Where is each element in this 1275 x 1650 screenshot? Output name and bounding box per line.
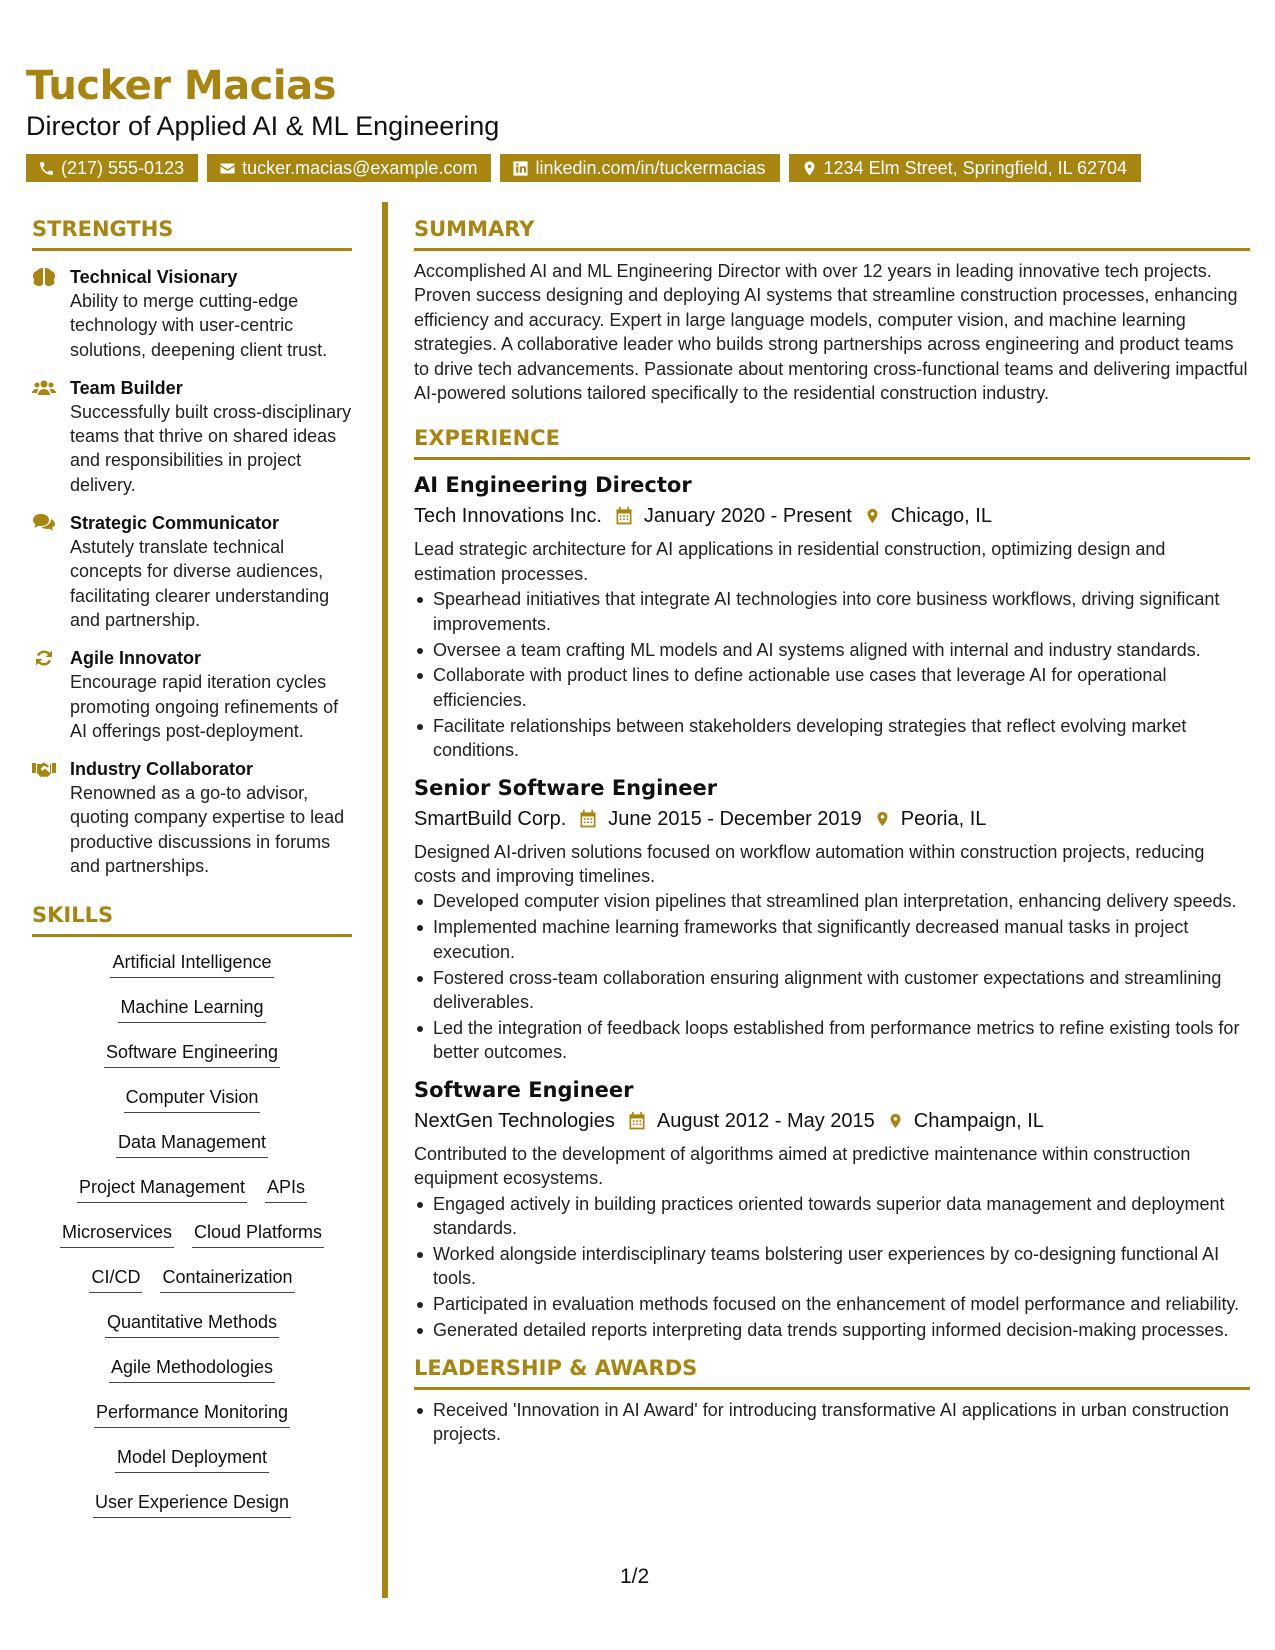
award-item: Received 'Innovation in AI Award' for introducing transformative AI applications in urban construction projects. (414, 1398, 1250, 1447)
bullet-item: Developed computer vision pipelines that streamlined plan interpretation, enhancing delivery speeds. (414, 889, 1250, 913)
job-entry (414, 470, 1250, 762)
job-dates: August 2012 - May 2015 (656, 1109, 875, 1132)
linkedin-chip[interactable] (500, 154, 779, 182)
skill-row (115, 1444, 269, 1489)
awards-list (414, 1398, 1250, 1447)
linkedin-icon (512, 160, 529, 177)
job-company: Tech Innovations Inc. (414, 505, 602, 528)
skill-tag: Computer Vision (124, 1084, 261, 1113)
strength-name: Team Builder (70, 377, 183, 398)
job-entry (414, 773, 1250, 1065)
sync-icon (32, 648, 56, 668)
resume-header (26, 62, 1256, 182)
skill-tag: Project Management (77, 1174, 247, 1203)
column-divider (382, 202, 388, 1598)
map-marker-icon (801, 160, 818, 177)
skills-heading: SKILLS (32, 900, 352, 937)
strength-item (32, 757, 352, 878)
strength-name: Agile Innovator (70, 648, 202, 669)
users-icon (32, 378, 56, 398)
awards-heading: LEADERSHIP & AWARDS (414, 1353, 1250, 1390)
skill-tag: Agile Methodologies (109, 1354, 275, 1383)
strength-item (32, 376, 352, 497)
skill-row (105, 1309, 279, 1354)
summary-text: Accomplished AI and ML Engineering Director with over 12 years in leading innovative tech projects. Proven success designing and deploying AI systems that streamline construction processes, enhancing efficiency and accuracy. Expert in large language models, computer vision, and machine learning strategies. A collaborative leader who builds strong partnerships across engineering and product teams to drive tech advancements. Passionate about mentoring cross-functional teams and delivering impactful AI-powered solutions tailored specifically to the residential construction industry. (414, 261, 1248, 404)
map-marker-icon (864, 506, 881, 526)
brain-icon (32, 267, 56, 287)
linkedin-text: linkedin.com/in/tuckermacias (535, 158, 766, 178)
right-column (414, 214, 1250, 1448)
job-bullets (414, 889, 1250, 1064)
job-meta (414, 1106, 1250, 1136)
map-marker-icon (887, 1111, 904, 1131)
bullet-item: Collaborate with product lines to define actionable use cases that leverage AI for operational efficiencies. (414, 663, 1250, 712)
phone-text: (217) 555-0123 (61, 158, 185, 178)
address-text: 1234 Elm Street, Springfield, IL 62704 (823, 158, 1128, 178)
map-marker-icon (874, 809, 891, 829)
handshake-icon (32, 759, 56, 779)
skill-row (60, 1219, 324, 1264)
strength-name: Technical Visionary (70, 267, 238, 287)
job-bullets (414, 587, 1250, 762)
job-company: SmartBuild Corp. (414, 807, 567, 830)
job-description: Contributed to the development of algorithms aimed at predictive maintenance within construction equipment ecosystems. (414, 1143, 1191, 1189)
strength-desc: Ability to merge cutting-edge technology with user-centric solutions, deepening client trust. (70, 291, 328, 360)
skill-tag: Cloud Platforms (192, 1219, 324, 1248)
skill-row (89, 1264, 294, 1309)
left-column (32, 214, 352, 1534)
bullet-item: Oversee a team crafting ML models and AI systems aligned with internal and industry standards. (414, 638, 1250, 662)
strength-name: Industry Collaborator (70, 759, 254, 780)
strength-name: Strategic Communicator (70, 513, 280, 534)
skill-row (109, 1354, 275, 1399)
job-title: Software Engineer (414, 1077, 634, 1102)
skill-tag: Containerization (160, 1264, 294, 1293)
job-title: Senior Software Engineer (414, 775, 718, 800)
skills-list (32, 949, 352, 1534)
candidate-title: Director of Applied AI & ML Engineering (26, 111, 500, 141)
job-dates: June 2015 - December 2019 (608, 807, 862, 830)
calendar-icon (578, 809, 598, 829)
skill-tag: Performance Monitoring (94, 1399, 290, 1428)
skill-tag: Data Management (116, 1129, 268, 1158)
skill-row (110, 949, 273, 994)
contact-bar (26, 154, 1256, 182)
job-location: Chicago, IL (890, 505, 992, 528)
skill-tag: CI/CD (89, 1264, 142, 1293)
strength-item (32, 646, 352, 743)
phone-chip[interactable] (26, 154, 198, 182)
address-chip[interactable] (789, 154, 1142, 182)
job-entry (414, 1075, 1250, 1343)
bullet-item: Led the integration of feedback loops established from performance metrics to refine existing tools for better outcomes. (414, 1016, 1250, 1065)
skill-tag: Microservices (60, 1219, 174, 1248)
experience-heading: EXPERIENCE (414, 423, 1250, 460)
job-meta (414, 804, 1250, 834)
strength-desc: Successfully built cross-disciplinary teams that thrive on shared ideas and responsibilities in project delivery. (70, 401, 352, 495)
summary-heading: SUMMARY (414, 214, 1250, 251)
job-company: NextGen Technologies (414, 1109, 615, 1132)
strength-item (32, 511, 352, 632)
email-chip[interactable] (207, 154, 491, 182)
strength-item (32, 265, 352, 362)
skill-tag: Artificial Intelligence (110, 949, 273, 978)
phone-icon (38, 160, 55, 177)
job-dates: January 2020 - Present (643, 505, 852, 528)
bullet-item: Participated in evaluation methods focused on the enhancement of model performance and reliability. (414, 1292, 1250, 1316)
envelope-icon (219, 160, 236, 177)
job-bullets (414, 1192, 1250, 1343)
skill-tag: Model Deployment (115, 1444, 269, 1473)
comments-icon (32, 513, 56, 533)
bullet-item: Implemented machine learning frameworks that significantly decreased manual tasks in project execution. (414, 915, 1250, 964)
job-description: Lead strategic architecture for AI applications in residential construction, optimizing design and estimation processes. (414, 539, 1166, 584)
bullet-item: Facilitate relationships between stakeholders developing strategies that reflect evolving market conditions. (414, 714, 1250, 763)
bullet-item: Engaged actively in building practices oriented towards superior data management and deployment standards. (414, 1192, 1250, 1241)
bullet-item: Worked alongside interdisciplinary teams bolstering user experiences by co-designing functional AI tools. (414, 1242, 1250, 1291)
calendar-icon (614, 506, 634, 526)
strength-desc: Encourage rapid iteration cycles promoting ongoing refinements of AI offerings post-deployment. (70, 672, 339, 741)
skill-tag: Software Engineering (104, 1039, 280, 1068)
skill-tag: Machine Learning (118, 994, 265, 1023)
job-description: Designed AI-driven solutions focused on workflow automation within construction projects, reducing costs and improving timelines. (414, 841, 1205, 886)
skill-row (104, 1039, 280, 1084)
skill-row (93, 1489, 291, 1534)
skill-row (94, 1399, 290, 1444)
bullet-item: Generated detailed reports interpreting data trends supporting informed decision-making processes. (414, 1318, 1250, 1342)
candidate-name: Tucker Macias (26, 63, 336, 109)
job-title: AI Engineering Director (414, 473, 692, 498)
calendar-icon (627, 1111, 647, 1131)
strength-desc: Astutely translate technical concepts for diverse audiences, facilitating clearer understanding and partnership. (70, 537, 330, 630)
skill-row (116, 1129, 268, 1174)
email-text: tucker.macias@example.com (242, 158, 478, 178)
strengths-heading: STRENGTHS (32, 214, 352, 251)
skill-row (77, 1174, 307, 1219)
skill-row (124, 1084, 261, 1129)
page-number: 1/2 (620, 1565, 650, 1588)
bullet-item: Fostered cross-team collaboration ensuring alignment with customer expectations and streamlining deliverables. (414, 966, 1250, 1015)
skill-tag: APIs (265, 1174, 307, 1203)
bullet-item: Spearhead initiatives that integrate AI technologies into core business workflows, driving significant improvements. (414, 587, 1250, 636)
job-location: Champaign, IL (913, 1109, 1044, 1132)
skill-tag: User Experience Design (93, 1489, 291, 1518)
skill-row (118, 994, 265, 1039)
strength-desc: Renowned as a go-to advisor, quoting company expertise to lead productive discussions in forums and partnerships. (70, 783, 345, 877)
skill-tag: Quantitative Methods (105, 1309, 279, 1338)
job-location: Peoria, IL (900, 807, 987, 830)
job-meta (414, 501, 1250, 531)
